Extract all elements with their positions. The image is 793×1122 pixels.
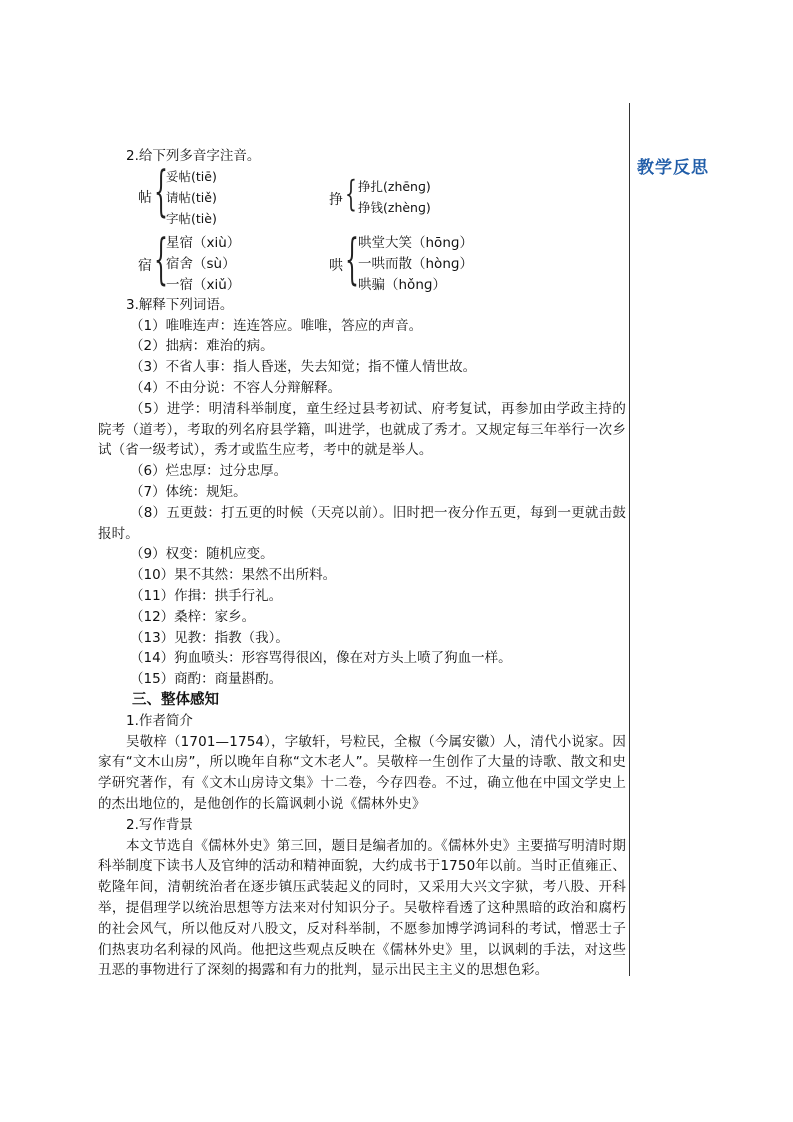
reading: 宿舍（sù） <box>166 255 236 272</box>
background-heading: 2.写作背景 <box>126 816 193 833</box>
brace-icon: { <box>345 228 359 291</box>
term-item: （7）体统：规矩。 <box>130 483 247 500</box>
section3-heading: 3.解释下列词语。 <box>126 296 234 313</box>
term-item: （3）不省人事：指人昏迷，失去知觉；指不懂人情世故。 <box>130 359 477 376</box>
term-item: （4）不由分说：不容人分辩解释。 <box>130 379 342 396</box>
section2-heading: 2.给下列多音字注音。 <box>126 148 261 164</box>
term-item: （13）见教：指教（我）。 <box>130 629 289 646</box>
polyphone-char-hong: 哄 <box>329 257 343 274</box>
term-item: （14）狗血喷头：形容骂得很凶，像在对方头上喷了狗血一样。 <box>130 650 512 667</box>
reading: 妥帖(tiē) <box>166 168 217 184</box>
term-item: （6）烂忠厚：过分忠厚。 <box>130 463 288 480</box>
lesson-content <box>98 146 626 981</box>
brace-icon: { <box>154 160 168 223</box>
term-item: （11）作揖：拱手行礼。 <box>130 587 283 604</box>
column-divider <box>629 103 630 976</box>
background-text: 本文节选自《儒林外史》第三回，题目是编者加的。《儒林外史》主要描写明清时期科举制度下读书人及官绅的活动和精神面貌，大约成书于1750年以前。当时正值雍正、乾隆年间，清朝统治者在逐步镇压武装起义的同时，又采用大兴文字狱，考八股、开科举，提倡理学以统治思想等方法来对付知识分子。吴敬梓看透了这种黑暗的政治和腐朽的社会风气，所以他反对八股文，反对科举制，不愿参加博学鸿词科的考试，憎恶士子们热衷功名利禄的风尚。他把这些观点反映在《儒林外史》里，以讽刺的手法，对这些丑恶的事物进行了深刻的揭露和有力的批判，显示出民主主义的思想色彩。 <box>98 837 626 979</box>
term-item: （8）五更鼓：打五更的时候（天亮以前）。旧时把一夜分作五更，每到一更就击鼓报时。 <box>98 504 626 542</box>
term-item: （12）桑梓：家乡。 <box>130 608 256 625</box>
polyphone-char-su: 宿 <box>138 257 152 274</box>
brace-icon: { <box>345 172 357 215</box>
reading: 星宿（xiù） <box>166 234 241 251</box>
part3-heading: 三、整体感知 <box>132 691 219 708</box>
polyphone-group-2 <box>98 228 626 295</box>
term-item: （15）商酌：商量斟酌。 <box>130 671 283 688</box>
reading: 挣扎(zhēnɡ) <box>358 178 431 194</box>
brace-icon: { <box>154 228 168 291</box>
term-item: （10）果不其然：果然不出所料。 <box>130 567 337 584</box>
reading: 哄骗（hǒnɡ） <box>358 276 446 293</box>
teaching-reflection-title: 教学反思 <box>637 158 709 178</box>
reading: 请帖(tiě) <box>166 189 217 205</box>
reading: 一哄而散（hònɡ） <box>358 255 473 272</box>
reading: 一宿（xiǔ） <box>166 276 241 293</box>
term-item: （2）拙病：难治的病。 <box>130 338 274 355</box>
reading: 挣钱(zhènɡ) <box>358 199 431 215</box>
term-item: （1）唯唯连声：连连答应。唯唯，答应的声音。 <box>130 317 423 334</box>
reading: 哄堂大笑（hōnɡ） <box>358 234 473 251</box>
author-intro-heading: 1.作者简介 <box>126 712 193 729</box>
reading: 字帖(tiè) <box>166 210 217 226</box>
term-item: （9）权变：随机应变。 <box>130 546 274 563</box>
polyphone-group-1 <box>98 160 626 231</box>
term-item: （5）进学：明清科举制度，童生经过县考初试、府考复试，再参加由学政主持的院考（道考），考取的列名府县学籍，叫进学，也就成了秀才。又规定每三年举行一次乡试（省一级考试），秀才或监生应考，考中的就是举人。 <box>98 400 626 459</box>
author-intro-text: 吴敬梓（1701—1754），字敏轩，号粒民，全椒（今属安徽）人，清代小说家。因家有“文木山房”，所以晚年自称“文木老人”。吴敬梓一生创作了大量的诗歌、散文和史学研究著作，有《文木山房诗文集》十二卷，今存四卷。不过，确立他在中国文学史上的杰出地位的，是他创作的长篇讽刺小说《儒林外史》 <box>98 733 626 812</box>
polyphone-char-tie: 帖 <box>138 189 152 206</box>
polyphone-char-zheng: 挣 <box>329 191 343 208</box>
